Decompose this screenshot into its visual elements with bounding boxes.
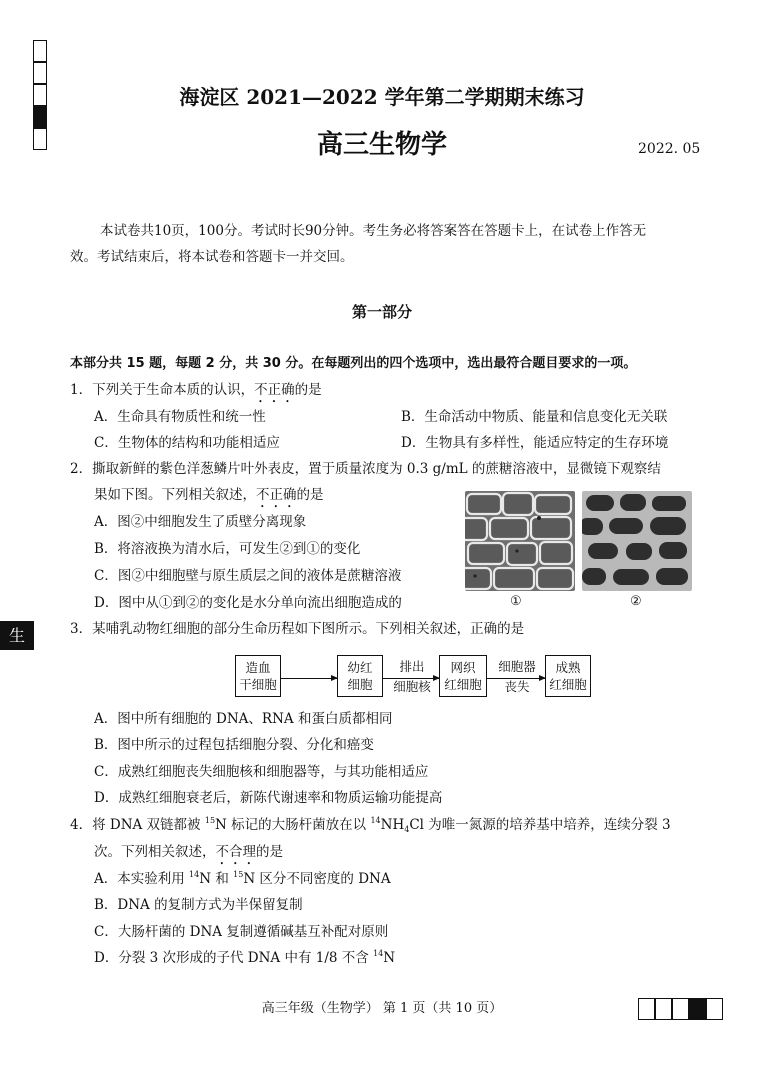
q2-option-a: A．图②中细胞发生了质壁分离现象 <box>94 514 307 530</box>
flow-label-text: 细胞器 <box>498 659 536 674</box>
exam-date: 2022. 05 <box>638 141 701 157</box>
q4-opt-text: N <box>383 950 396 966</box>
flow-label-organelle-loss <box>489 659 545 675</box>
micrograph-label-2: ② <box>630 594 642 609</box>
instructions-line-1: 本试卷共10页，100分。考试时长90分钟。考生务必将答案答在答题卡上，在试卷上作答无 <box>100 223 647 239</box>
q4-option-b: B．DNA 的复制方式为半保留复制 <box>94 897 303 913</box>
q4-opt-text: D．分裂 3 次形成的子代 DNA 中有 1/8 不含 <box>94 950 374 966</box>
q2-option-d: D．图中从①到②的变化是水分单向流出细胞造成的 <box>94 595 402 611</box>
flow-box-text: 成熟 <box>555 660 581 675</box>
flow-box-young-rbc <box>337 655 383 697</box>
q4-text: N 标记的大肠杆菌放在以 <box>215 817 371 833</box>
micrograph-1-image <box>465 491 575 591</box>
q1-option-c: C．生物体的结构和功能相适应 <box>94 435 280 451</box>
part-title: 第一部分 <box>351 303 412 321</box>
q4-stem-pre: 次。下列相关叙述， <box>94 844 216 860</box>
q4-text: 4．将 DNA 双链都被 <box>70 817 205 833</box>
flow-box-text: 造血 <box>245 660 271 675</box>
q4-iso-15: 15 <box>204 816 216 825</box>
q4-option-c: C．大肠杆菌的 DNA 复制遵循碱基互补配对原则 <box>94 924 389 940</box>
marker-box <box>706 998 723 1020</box>
marker-box <box>33 62 47 84</box>
q4-iso-14: 14 <box>373 949 384 958</box>
q1-option-d: D．生物具有多样性，能适应特定的生存环境 <box>401 435 669 451</box>
q2-option-b: B．将溶液换为清水后，可发生②到①的变化 <box>94 541 361 557</box>
subject-side-tab-label: 生 <box>8 626 25 645</box>
q2-stem-emphasis: 不正确 <box>256 487 297 503</box>
q4-opt-text: N 区分不同密度的 DNA <box>243 871 391 887</box>
q1-stem-emphasis: 不正确 <box>254 382 295 398</box>
micrograph-1 <box>465 491 575 591</box>
q1-stem-pre: 1．下列关于生命本质的认识， <box>70 382 255 398</box>
q1-option-a: A．生命具有物质性和统一性 <box>94 409 266 425</box>
micrograph-label-1: ① <box>510 594 522 609</box>
q4-text: NH <box>380 817 405 833</box>
question-3-stem: 3．某哺乳动物红细胞的部分生命历程如下图所示。下列相关叙述，正确的是 <box>70 621 525 637</box>
q1-stem-post: 的是 <box>294 382 322 398</box>
q4-stem-emphasis: 不合理 <box>215 844 256 860</box>
flow-box-text: 细胞 <box>347 677 373 692</box>
flow-label-expel-nucleus <box>385 659 439 675</box>
question-1-stem <box>70 380 322 406</box>
page-footer: 高三年级（生物学） 第 1 页（共 10 页） <box>261 1001 503 1016</box>
flow-box-reticulocyte <box>439 655 487 697</box>
flow-arrow <box>281 678 337 679</box>
question-4-line-2 <box>94 842 283 868</box>
micrograph-2-image <box>582 491 692 591</box>
micrograph-2 <box>582 491 692 591</box>
q4-opt-text: N 和 <box>199 871 234 887</box>
flow-box-text: 幼红 <box>347 660 373 675</box>
flow-box-mature-rbc <box>545 655 591 697</box>
q4-stem-post: 的是 <box>256 844 283 860</box>
q3-option-b: B．图中所示的过程包括细胞分裂、分化和癌变 <box>94 737 374 753</box>
q4-iso-14: 14 <box>370 816 381 825</box>
q4-iso-15: 15 <box>233 870 244 879</box>
subject-title: 高三生物学 <box>316 130 447 160</box>
marker-box-filled <box>689 998 706 1020</box>
q4-iso-14: 14 <box>189 870 200 879</box>
question-4-line-1 <box>70 815 671 835</box>
exam-title: 海淀区 2021—2022 学年第二学期期末练习 <box>179 85 585 109</box>
q2-option-c: C．图②中细胞壁与原生质层之间的液体是蔗糖溶液 <box>94 568 402 584</box>
subject-side-tab <box>0 621 34 650</box>
flow-label-text: 细胞核 <box>393 679 431 694</box>
q4-opt-text: A．本实验利用 <box>94 871 190 887</box>
flow-label-text: 丧失 <box>504 679 530 694</box>
flow-box-text: 干细胞 <box>239 677 277 692</box>
flow-box-stem-cell <box>235 655 281 697</box>
marker-box <box>672 998 689 1020</box>
q4-option-d <box>94 948 395 968</box>
q1-option-b: B．生命活动中物质、能量和信息变化无关联 <box>401 409 668 425</box>
part-intro: 本部分共 15 题，每题 2 分，共 30 分。在每题列出的四个选项中，选出最符合题目要求的一项。 <box>70 356 637 371</box>
instructions-line-2: 效。考试结束后，将本试卷和答题卡一并交回。 <box>70 249 354 265</box>
flow-box-text: 红细胞 <box>549 677 587 692</box>
q2-stem-pre: 果如下图。下列相关叙述， <box>94 487 256 503</box>
flow-box-text: 网织 <box>450 660 476 675</box>
q4-text: Cl 为唯一氮源的培养基中培养，连续分裂 3 <box>409 817 671 833</box>
q3-option-a: A．图中所有细胞的 DNA、RNA 和蛋白质都相同 <box>94 711 393 727</box>
q3-option-d: D．成熟红细胞衰老后，新陈代谢速率和物质运输功能提高 <box>94 790 443 806</box>
q3-option-c: C．成熟红细胞丧失细胞核和细胞器等，与其功能相适应 <box>94 764 429 780</box>
flow-label-organelle-loss-2 <box>489 679 545 695</box>
marker-box <box>638 998 655 1020</box>
question-2-line-2 <box>94 485 324 511</box>
q4-sub-4: 4 <box>404 825 410 834</box>
q2-stem-post: 的是 <box>296 487 324 503</box>
marker-box <box>33 40 47 62</box>
q4-option-a <box>94 869 391 889</box>
flow-box-text: 红细胞 <box>444 677 482 692</box>
flow-label-expel-nucleus-2 <box>385 679 439 695</box>
flow-label-text: 排出 <box>399 659 425 674</box>
question-2-line-1: 2．撕取新鲜的紫色洋葱鳞片叶外表皮，置于质量浓度为 0.3 g/mL 的蔗糖溶液中，显微镜下观察结 <box>70 461 661 477</box>
marker-box <box>655 998 672 1020</box>
